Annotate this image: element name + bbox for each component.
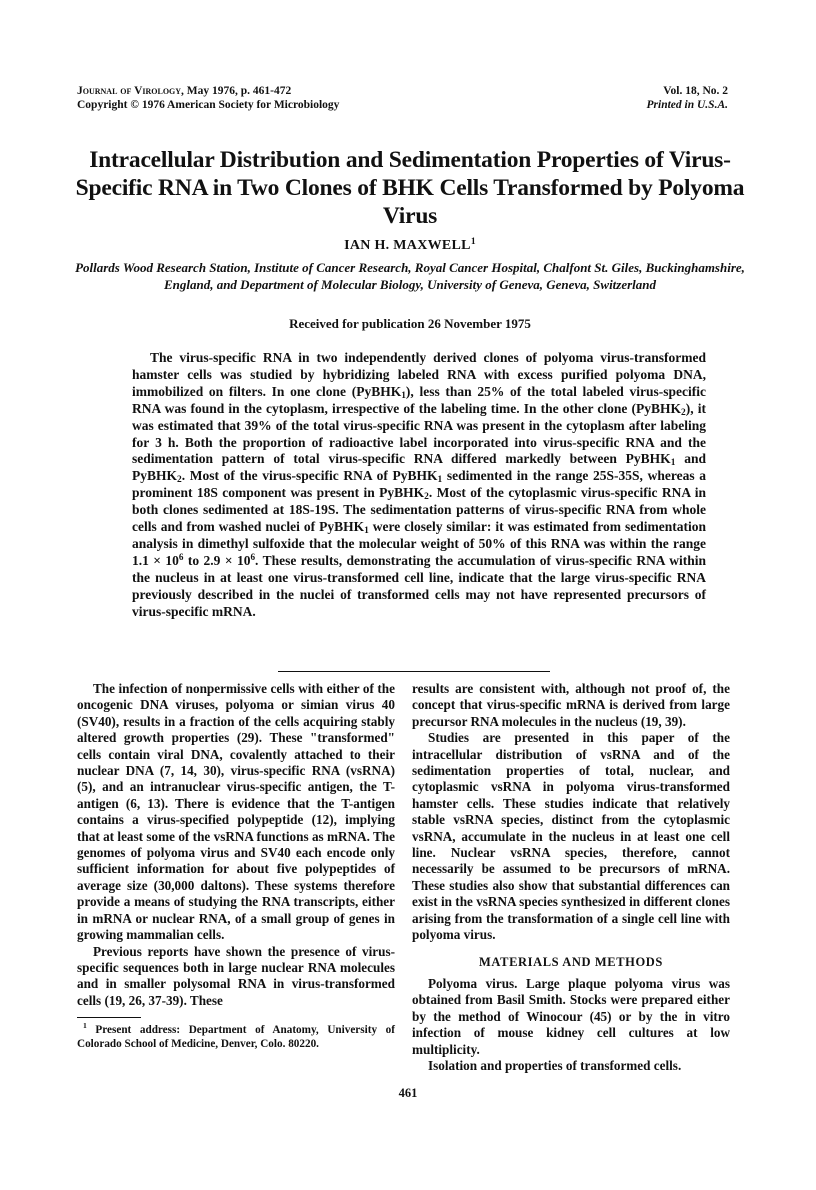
subscript: 1 [670, 458, 676, 469]
received-date: Received for publication 26 November 1975 [289, 316, 531, 331]
author-footnote-mark: 1 [470, 237, 476, 247]
body-paragraph: results are consistent with, although not proof of, the concept that virus-specific mRNA is derived from large precursor RNA molecules in the nucleus (19, 39). [412, 681, 730, 729]
section-heading: MATERIALS AND METHODS [479, 954, 663, 969]
subscript: 2 [681, 407, 686, 418]
printed-line: Printed in U.S.A. [646, 99, 728, 111]
footnote-text: Present address: Department of Anatomy, University of Colorado School of Medicine, Denver, Colo. 80220. [77, 1024, 395, 1050]
run-in-heading: Polyoma virus. [428, 975, 518, 991]
page-number: 461 [398, 1086, 418, 1100]
author-name: IAN H. MAXWELL [344, 238, 471, 253]
body-paragraph [412, 976, 730, 1058]
abstract-text: . Most of the cytoplasmic virus-specific RNA in both clones sedimented at 18S-19S. The sedimentation patterns of virus-specific RNA from whole cells and from washed nuclei of PyBHK [132, 485, 706, 535]
body-paragraph [412, 1058, 730, 1074]
volume-line: Vol. 18, No. 2 [663, 85, 728, 97]
journal-citation [77, 84, 339, 98]
paragraph-text: Large plaque polyoma virus was obtained from Basil Smith. Stocks were prepared either by the method of Winocour (45) or by the in vitro infection of mouse kidney cell cultures at low multiplicity. [412, 975, 730, 1057]
footnote-mark: 1 [83, 1021, 87, 1031]
abstract-text: . Most of the virus-specific RNA of PyBHK [181, 468, 438, 484]
abstract-text: ), it was estimated that 39% of the total virus-specific RNA was present in the cytoplasm after labeling for 3 h. Both the proportion of radioactive label incorporated into virus-specific RNA and the sedimentation pattern of total virus-specific RNA differed markedly between PyBHK [132, 400, 706, 467]
abstract-text: The virus-specific RNA in two independently derived clones of polyoma virus-transformed hamster cells was studied by hybridizing labeled RNA with excess purified polyoma DNA, immobilized on filters. In one clone (PyBHK [132, 350, 706, 399]
subscript: 1 [364, 526, 369, 537]
body-paragraph: The infection of nonpermissive cells with either of the oncogenic DNA viruses, polyoma or simian virus 40 (SV40), results in a fraction of the cells acquiring stably altered growth properties (29). These "transformed" cells contain viral DNA, covalently attached to their nuclear DNA (7, 14, 30), virus-specific RNA (vsRNA) (5), and an intranuclear virus-specific antigen, the T-antigen (6, 13). There is evidence that the T-antigen contains a virus-specified polypeptide (12), implying that at least some of the vsRNA functions as mRNA. The genomes of polyoma virus and SV40 each encode only sufficient information for about five polypeptides of average size (30,000 daltons). These systems therefore provide a means of studying the RNA transcripts, either in mRNA or nuclear RNA, of a small group of genes in growing mammalian cells. [77, 681, 395, 943]
body-paragraph: Studies are presented in this paper of the intracellular distribution of vsRNA and of the sedimentation properties of total, nuclear, and cytoplasmic vsRNA in polyoma virus-transformed hamster cells. These studies indicate that relatively stable vsRNA species, distinct from the cytoplasmic vsRNA, accumulate in the nucleus in at least one cell line. Nuclear vsRNA species, therefore, cannot necessarily be assumed to be precursors of mRNA. These studies also show that substantial differences can exist in the vsRNA species synthesized in different clones arising from the transformation of a single cell line with polyoma virus. [412, 730, 730, 943]
subscript: 2 [424, 492, 429, 503]
right-column [412, 681, 730, 1074]
journal-name: Journal of Virology [77, 85, 182, 97]
subscript: 2 [177, 475, 182, 486]
journal-date: , May 1976, p. 461-472 [181, 85, 292, 97]
abstract-text: and PyBHK [132, 451, 706, 484]
article-title: Intracellular Distribution and Sedimentation Properties of Virus-Specific RNA in Two Clones of BHK Cells Transformed by Polyoma Virus [75, 147, 745, 229]
run-in-heading: Isolation and properties of transformed cells. [428, 1057, 682, 1073]
journal-header-right [647, 84, 728, 112]
abstract-divider [278, 671, 550, 672]
superscript: 6 [178, 551, 184, 562]
abstract-text: ), less than 25% of the total labeled virus-specific RNA was found in the cytoplasm, irrespective of the labeling time. In the other clone (PyBHK [132, 383, 706, 416]
affiliation: Pollards Wood Research Station, Institute of Cancer Research, Royal Cancer Hospital, Chalfont St. Giles, Buckinghamshire, England, and Department of Molecular Biology, University of Geneva, Geneva, Switzerland [75, 260, 745, 292]
journal-header-left [77, 84, 339, 112]
abstract-text: to 2.9 × 10 [183, 552, 251, 568]
subscript: 1 [437, 475, 443, 486]
footnote [77, 1021, 395, 1051]
superscript: 6 [250, 551, 256, 562]
abstract-text: . These results, demonstrating the accumulation of virus-specific RNA within the nucleus in at least one virus-transformed cell line, indicate that the large virus-specific RNA previously described in the nuclei of transformed cells may not have represented precursors of virus-specific mRNA. [132, 552, 706, 619]
body-paragraph: Previous reports have shown the presence of virus-specific sequences both in large nuclear RNA molecules and in smaller polysomal RNA in virus-transformed cells (19, 26, 37-39). These [77, 943, 395, 1008]
left-column [77, 681, 395, 1051]
footnote-divider [77, 1017, 141, 1018]
author-line [60, 238, 760, 254]
abstract-text: were closely similar: it was estimated from sedimentation analysis in dimethyl sulfoxide that the molecular weight of 50% of this RNA was within the range 1.1 × 10 [132, 519, 706, 568]
abstract [132, 350, 706, 621]
abstract-text: sedimented in the range 25S-35S, whereas a prominent 18S component was present in PyBHK [132, 468, 707, 501]
copyright-line: Copyright © 1976 American Society for Microbiology [77, 99, 340, 111]
subscript: 1 [401, 390, 406, 401]
